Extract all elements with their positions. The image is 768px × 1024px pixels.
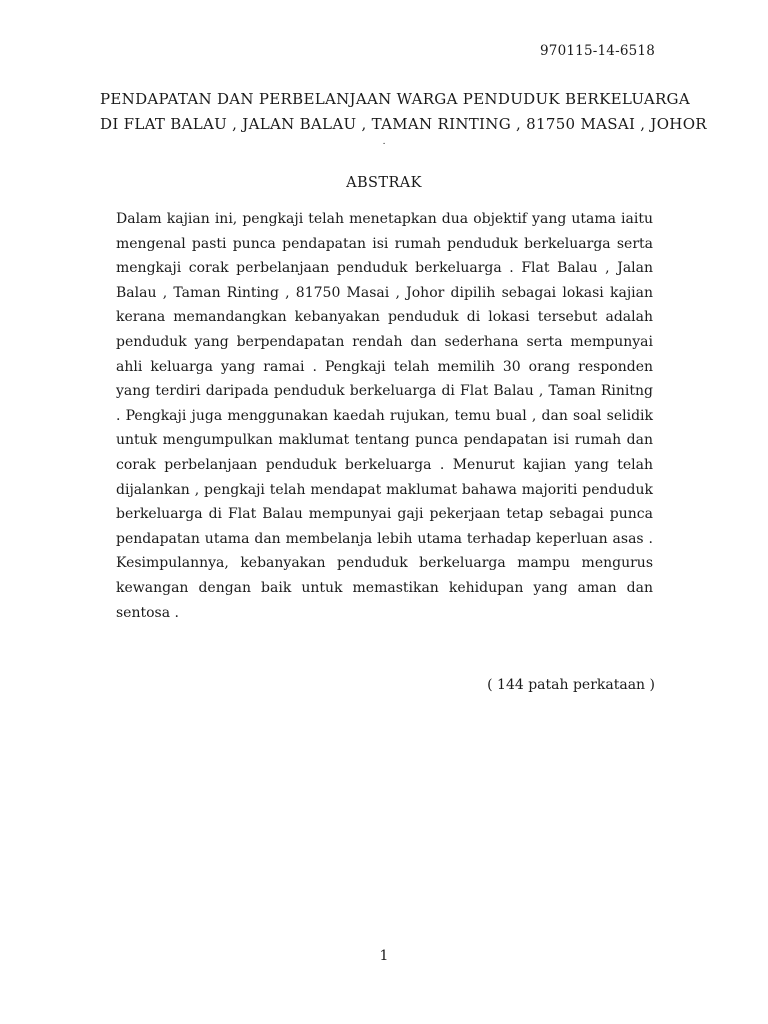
document-title	[100, 87, 707, 137]
abstract-paragraph: Dalam kajian ini, pengkaji telah menetapkan dua objektif yang utama iaitu mengenal pasti punca pendapatan isi rumah penduduk berkeluarga serta mengkaji corak perbelanjaan penduduk berkeluarga . Flat Balau , Jalan Balau , Taman Rinting , 81750 Masai , Johor dipilih sebagai lokasi kajian kerana memandangkan kebanyakan penduduk di lokasi tersebut adalah penduduk yang berpendapatan rendah dan sederhana serta mempunyai ahli keluarga yang ramai . Pengkaji telah memilih 30 orang responden yang terdiri daripada penduduk berkeluarga di Flat Balau , Taman Rinitng . Pengkaji juga menggunakan kaedah rujukan, temu bual , dan soal selidik untuk mengumpulkan maklumat tentang punca pendapatan isi rumah dan corak perbelanjaan penduduk berkeluarga . Menurut kajian yang telah dijalankan , pengkaji telah mendapat maklumat bahawa majoriti penduduk berkeluarga di Flat Balau mempunyai gaji pekerjaan tetap sebagai punca pendapatan utama dan membelanja lebih utama terhadap keperluan asas . Kesimpulannya, kebanyakan penduduk berkeluarga mampu mengurus kewangan dengan baik untuk memastikan kehidupan yang aman dan sentosa .	[116, 211, 653, 621]
word-count-note: ( 144 patah perkataan )	[487, 677, 655, 693]
page-number: 1	[379, 948, 389, 964]
title-trailing-dot: .	[382, 137, 386, 147]
title-line-1: PENDAPATAN DAN PERBELANJAAN WARGA PENDUDUK BERKELUARGA	[100, 90, 690, 108]
abstract-heading: ABSTRAK	[346, 175, 422, 191]
student-id-number: 970115-14-6518	[540, 43, 655, 59]
title-line-2: DI FLAT BALAU , JALAN BALAU , TAMAN RINTING , 81750 MASAI , JOHOR	[100, 115, 707, 133]
